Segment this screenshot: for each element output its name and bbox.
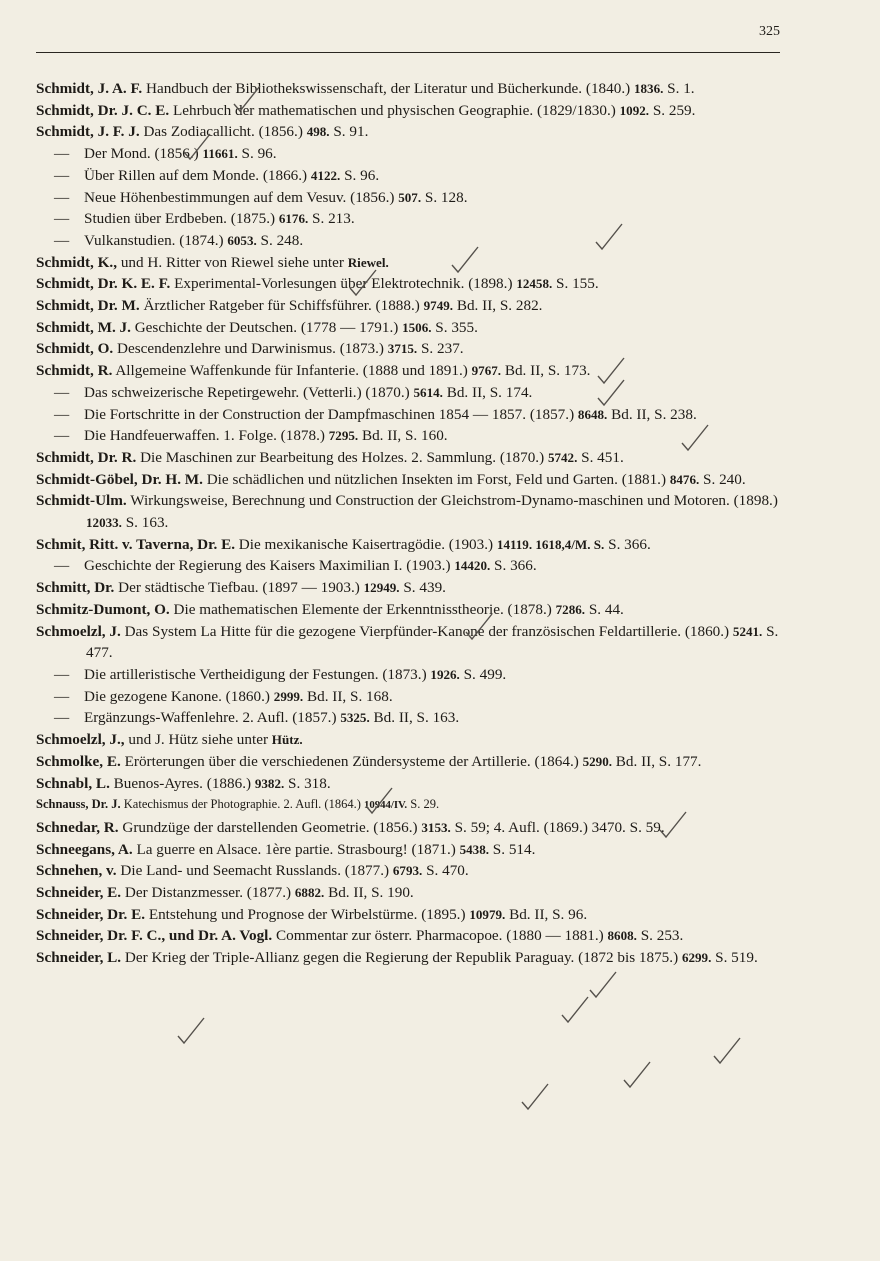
catalog-entry: [36, 230, 781, 252]
entry-number: 12033.: [86, 515, 122, 531]
entry-title: Grundzüge der darstellenden Geometrie. (1856.): [122, 818, 418, 836]
ditto-dash: —: [54, 210, 70, 228]
entry-reference: S. 451.: [581, 448, 624, 466]
ditto-dash: —: [54, 557, 70, 575]
entry-title: Die Land- und Seemacht Russlands. (1877.): [120, 862, 390, 880]
ditto-dash: —: [54, 687, 70, 705]
entry-number: 5241.: [732, 623, 763, 639]
entry-title: Ärztlicher Ratgeber für Schiffsführer. (1888.): [143, 297, 420, 315]
catalog-entry: [36, 904, 781, 926]
entry-reference: S. 470.: [426, 862, 469, 880]
entry-number: 10979.: [469, 906, 506, 922]
catalog-entry: [36, 621, 781, 664]
entry-number: 5614.: [413, 384, 443, 400]
entry-author: Schneider, E.: [36, 884, 122, 902]
entry-title: Die Handfeuerwaffen. 1. Folge. (1878.): [84, 427, 325, 445]
entry-number: Riewel.: [347, 254, 389, 270]
entry-title: Handbuch der Bibliothekswissenschaft, der Literatur und Bücherkunde. (1840.): [146, 80, 631, 97]
ditto-dash: —: [54, 665, 70, 683]
entry-title: Der Krieg der Triple-Allianz gegen die Regierung der Republik Paraguay. (1872 bis 1875.): [124, 949, 679, 967]
entry-number: 498.: [306, 124, 330, 140]
ditto-dash: —: [54, 405, 70, 423]
entry-title: Ergänzungs-Waffenlehre. 2. Aufl. (1857.): [84, 709, 337, 727]
ditto-dash: —: [54, 427, 70, 445]
entry-author: Schmidt, R.: [36, 362, 113, 380]
entry-number: 5438.: [459, 841, 489, 857]
entry-number: 11661.: [202, 146, 238, 162]
entry-number: 6793.: [392, 863, 423, 879]
entry-reference: S. 499.: [463, 665, 507, 683]
check-mark-icon: [658, 810, 688, 840]
entry-title: Descendenzlehre und Darwinismus. (1873.): [117, 340, 384, 358]
entry-title: Die gezogene Kanone. (1860.): [84, 687, 270, 705]
entry-author: Schnabl, L.: [36, 774, 110, 792]
entry-title: Die mathematischen Elemente der Erkenntnisstheorie. (1878.): [173, 600, 552, 618]
check-mark-icon: [464, 612, 494, 642]
entry-title: Die Fortschritte in der Construction der Dampfmaschinen 1854 — 1857. (1857.): [84, 405, 575, 423]
entry-title: Der städtische Tiefbau. (1897 — 1903.): [118, 579, 360, 597]
entry-reference: S. 155.: [556, 275, 599, 293]
entry-reference: S. 477.: [86, 622, 779, 662]
entry-author: Schmolke, E.: [36, 752, 121, 770]
entry-author: Schmidt, J. F. J.: [36, 123, 140, 141]
entry-number: 9749.: [423, 298, 454, 314]
ditto-dash: —: [54, 383, 70, 401]
entry-number: 5325.: [340, 710, 370, 726]
entry-title: La guerre en Alsace. 1ère partie. Strasbourg! (1871.): [136, 840, 456, 858]
entry-title: Entstehung und Prognose der Wirbelstürme. (1895.): [148, 905, 466, 923]
catalog-entry: [36, 165, 781, 187]
entry-title: Lehrbuch der mathematischen und physischen Geographie. (1829/1830.): [172, 101, 616, 119]
entry-title: Das schweizerische Repetirgewehr. (Vetterli.) (1870.): [84, 383, 410, 401]
entry-number: 1506.: [402, 319, 432, 335]
entry-title: Über Rillen auf dem Monde. (1866.): [84, 166, 308, 184]
entry-author: Schneider, Dr. E.: [36, 905, 146, 923]
check-mark-icon: [596, 378, 626, 408]
entry-title: Die Maschinen zur Bearbeitung des Holzes. 2. Sammlung. (1870.): [140, 448, 545, 466]
catalog-entry: [36, 187, 781, 209]
check-mark-icon: [588, 970, 618, 1000]
entry-reference: Bd. II, S. 177.: [615, 752, 702, 770]
entry-number: 8476.: [669, 471, 700, 487]
catalog-entry: [36, 686, 781, 708]
catalog-entry: [36, 360, 781, 382]
entry-reference: S. 248.: [260, 231, 304, 249]
catalog-entry: [36, 751, 781, 773]
entry-reference: Bd. II, S. 173.: [504, 362, 591, 380]
check-mark-icon: [712, 1036, 742, 1066]
entry-reference: S. 213.: [312, 210, 355, 228]
entry-number: 6882.: [294, 885, 325, 901]
entry-author: Schmidt, M. J.: [36, 318, 131, 336]
catalog-entry: [36, 664, 781, 686]
entry-number: Hütz.: [271, 732, 303, 748]
entry-number: 6053.: [227, 232, 257, 248]
catalog-entry: [36, 839, 781, 861]
entry-title: Erörterungen über die verschiedenen Zündersysteme der Artillerie. (1864.): [124, 752, 579, 770]
catalog-entry: [36, 143, 781, 165]
entry-reference: S. 59; 4. Aufl. (1869.) 3470. S. 59.: [454, 818, 665, 836]
entry-title: Das System La Hitte für die gezogene Vierpfünder-Kanone der französischen Feldartillerie. (1860.): [124, 622, 730, 640]
entry-title: Geschichte der Deutschen. (1778 — 1791.): [134, 318, 399, 336]
entry-title: Allgemeine Waffenkunde für Infanterie. (1888 und 1891.): [115, 362, 468, 380]
entry-number: 2999.: [273, 688, 304, 704]
catalog-entry: [36, 469, 781, 491]
entry-reference: S. 259.: [652, 101, 696, 119]
entry-reference: Bd. II, S. 174.: [446, 383, 533, 401]
entry-title: Geschichte der Regierung des Kaisers Maximilian I. (1903.): [84, 557, 451, 575]
catalog-entry: [36, 273, 781, 295]
entry-reference: S. 91.: [333, 123, 369, 141]
entry-number: 7286.: [555, 601, 586, 617]
entry-title: und H. Ritter von Riewel siehe unter: [120, 253, 344, 271]
entry-number: 5742.: [547, 449, 578, 465]
ditto-dash: —: [54, 709, 70, 727]
entry-author: Schmidt, K.,: [36, 253, 118, 271]
ditto-dash: —: [54, 188, 70, 206]
entry-author: Schneider, Dr. F. C., und Dr. A. Vogl.: [36, 927, 273, 945]
entry-reference: Bd. II, S. 96.: [509, 905, 588, 923]
entry-title: Experimental-Vorlesungen über Elektrotechnik. (1898.): [174, 275, 513, 293]
catalog-entry: [36, 382, 781, 404]
entry-reference: S. 237.: [420, 340, 464, 358]
entry-author: Schmoelzl, J.,: [36, 731, 125, 749]
catalog-entry: [36, 404, 781, 426]
entry-number: 10944/IV.: [364, 799, 408, 812]
entry-reference: Bd. II, S. 163.: [373, 709, 460, 727]
entry-title: Buenos-Ayres. (1886.): [113, 774, 252, 792]
entry-number: 8608.: [607, 928, 637, 944]
entry-title: Der Distanzmesser. (1877.): [124, 884, 292, 902]
entry-number: 5290.: [582, 753, 612, 769]
entry-reference: S. 366.: [608, 535, 651, 553]
header-rule: [36, 52, 780, 53]
catalog-entry: [36, 100, 781, 122]
catalog-entry: [36, 121, 781, 143]
catalog-entry: [36, 555, 781, 577]
entry-number: 507.: [398, 189, 422, 205]
entry-reference: S. 514.: [492, 840, 536, 858]
entry-reference: S. 96.: [241, 145, 277, 163]
entry-number: 1836.: [633, 81, 664, 96]
catalog-entry: [36, 338, 781, 360]
entry-author: Schmidt, J. A. F.: [36, 80, 143, 97]
catalog-entry: [36, 882, 781, 904]
entry-author: Schmidt, Dr. M.: [36, 297, 140, 315]
entry-number: 14420.: [454, 558, 491, 574]
check-mark-icon: [232, 84, 262, 114]
check-mark-icon: [622, 1060, 652, 1090]
entry-number: 3715.: [387, 341, 418, 357]
entry-author: Schmidt, O.: [36, 340, 114, 358]
entry-title: und J. Hütz siehe unter: [128, 731, 268, 749]
entry-author: Schmoelzl, J.: [36, 622, 121, 640]
entry-title: Die mexikanische Kaisertragödie. (1903.): [238, 535, 494, 553]
entry-reference: S. 1.: [667, 80, 695, 97]
entry-author: Schmidt-Ulm.: [36, 492, 127, 510]
entry-number: 9767.: [471, 363, 502, 379]
entry-number: 4122.: [310, 167, 341, 183]
entry-title: Die artilleristische Vertheidigung der Festungen. (1873.): [84, 665, 427, 683]
catalog-entry: [36, 447, 781, 469]
entry-reference: S. 366.: [494, 557, 537, 575]
check-mark-icon: [348, 268, 378, 298]
entry-author: Schmidt, Dr. K. E. F.: [36, 275, 171, 293]
entry-title: Studien über Erdbeben. (1875.): [84, 210, 276, 228]
catalog-entry: [36, 425, 781, 447]
entry-title: Commentar zur österr. Pharmacopoe. (1880 — 1881.): [275, 927, 604, 945]
check-mark-icon: [560, 995, 590, 1025]
catalog-entry: [36, 947, 781, 969]
entry-number: 12458.: [516, 276, 553, 292]
entry-reference: Bd. II, S. 282.: [456, 297, 543, 315]
entry-title: Katechismus der Photographie. 2. Aufl. (1864.): [123, 797, 361, 812]
entry-title: Vulkanstudien. (1874.): [84, 231, 224, 249]
entry-number: 12949.: [363, 580, 400, 596]
entry-number: 1926.: [430, 666, 460, 682]
catalog-entry: [36, 317, 781, 339]
catalog-entry: [36, 773, 781, 795]
catalog-entry: [36, 295, 781, 317]
catalog-entry: [36, 78, 781, 100]
entry-title: Das Zodiacallicht. (1856.): [143, 123, 303, 141]
entry-number: 6299.: [681, 950, 712, 966]
entry-number: 8648.: [577, 406, 608, 422]
entry-reference: S. 163.: [125, 514, 169, 532]
entry-reference: S. 44.: [588, 600, 624, 618]
check-mark-icon: [594, 222, 624, 252]
entry-number: 9382.: [254, 775, 285, 791]
ditto-dash: —: [54, 145, 70, 163]
entry-author: Schnauss, Dr. J.: [36, 797, 121, 812]
entry-reference: Bd. II, S. 190.: [328, 884, 414, 902]
catalog-entry: [36, 707, 781, 729]
check-mark-icon: [450, 245, 480, 275]
check-mark-icon: [176, 1016, 206, 1046]
entry-author: Schnedar, R.: [36, 818, 119, 836]
entry-author: Schmitt, Dr.: [36, 579, 115, 597]
catalog-entry: [36, 729, 781, 751]
entry-reference: Bd. II, S. 238.: [611, 405, 697, 423]
entry-number: 7295.: [328, 428, 359, 444]
entry-reference: S. 29.: [410, 797, 440, 812]
check-mark-icon: [182, 132, 212, 162]
entry-number: 3153.: [421, 819, 451, 835]
catalog-entry: [36, 599, 781, 621]
entry-reference: S. 253.: [640, 927, 684, 945]
check-mark-icon: [520, 1082, 550, 1112]
entry-number: 6176.: [278, 211, 309, 227]
entry-author: Schneider, L.: [36, 949, 122, 967]
entry-title: Neue Höhenbestimmungen auf dem Vesuv. (1856.): [84, 188, 395, 206]
entry-reference: S. 439.: [403, 579, 446, 597]
entry-author: Schneegans, A.: [36, 840, 133, 858]
catalog-entry: [36, 577, 781, 599]
catalog-entry: [36, 490, 781, 533]
entry-author: Schmidt-Göbel, Dr. H. M.: [36, 470, 203, 488]
catalog-entry: [36, 208, 781, 230]
entry-author: Schmit, Ritt. v. Taverna, Dr. E.: [36, 535, 235, 553]
catalog-entry: [36, 925, 781, 947]
entry-number: 1092.: [619, 102, 650, 118]
entry-reference: S. 128.: [424, 188, 468, 206]
entry-reference: S. 240.: [703, 470, 746, 488]
entry-author: Schmitz-Dumont, O.: [36, 600, 170, 618]
entry-reference: S. 318.: [288, 774, 331, 792]
entry-reference: Bd. II, S. 168.: [306, 687, 393, 705]
catalog-entry: [36, 534, 781, 556]
check-mark-icon: [680, 423, 710, 453]
entry-title: Der Mond. (1856.): [84, 145, 199, 163]
entry-author: Schmidt, Dr. J. C. E.: [36, 101, 170, 119]
ditto-dash: —: [54, 231, 70, 249]
entry-author: Schnehen, v.: [36, 862, 117, 880]
entry-reference: S. 519.: [715, 949, 758, 967]
entry-title: Wirkungsweise, Berechnung und Construction der Gleichstrom-Dynamo-maschinen und Motoren. (1898.): [130, 492, 778, 510]
catalog-entry: [36, 860, 781, 882]
entry-author: Schmidt, Dr. R.: [36, 448, 137, 466]
check-mark-icon: [364, 786, 394, 816]
page-number: 325: [759, 24, 780, 39]
entry-reference: S. 355.: [435, 318, 478, 336]
entry-number: 14119. 1618,4/M. S.: [496, 536, 605, 552]
catalog-entry: [36, 252, 781, 274]
entry-reference: S. 96.: [344, 166, 380, 184]
entry-title: Die schädlichen und nützlichen Insekten im Forst, Feld und Garten. (1881.): [206, 470, 667, 488]
ditto-dash: —: [54, 166, 70, 184]
entry-reference: Bd. II, S. 160.: [361, 427, 448, 445]
